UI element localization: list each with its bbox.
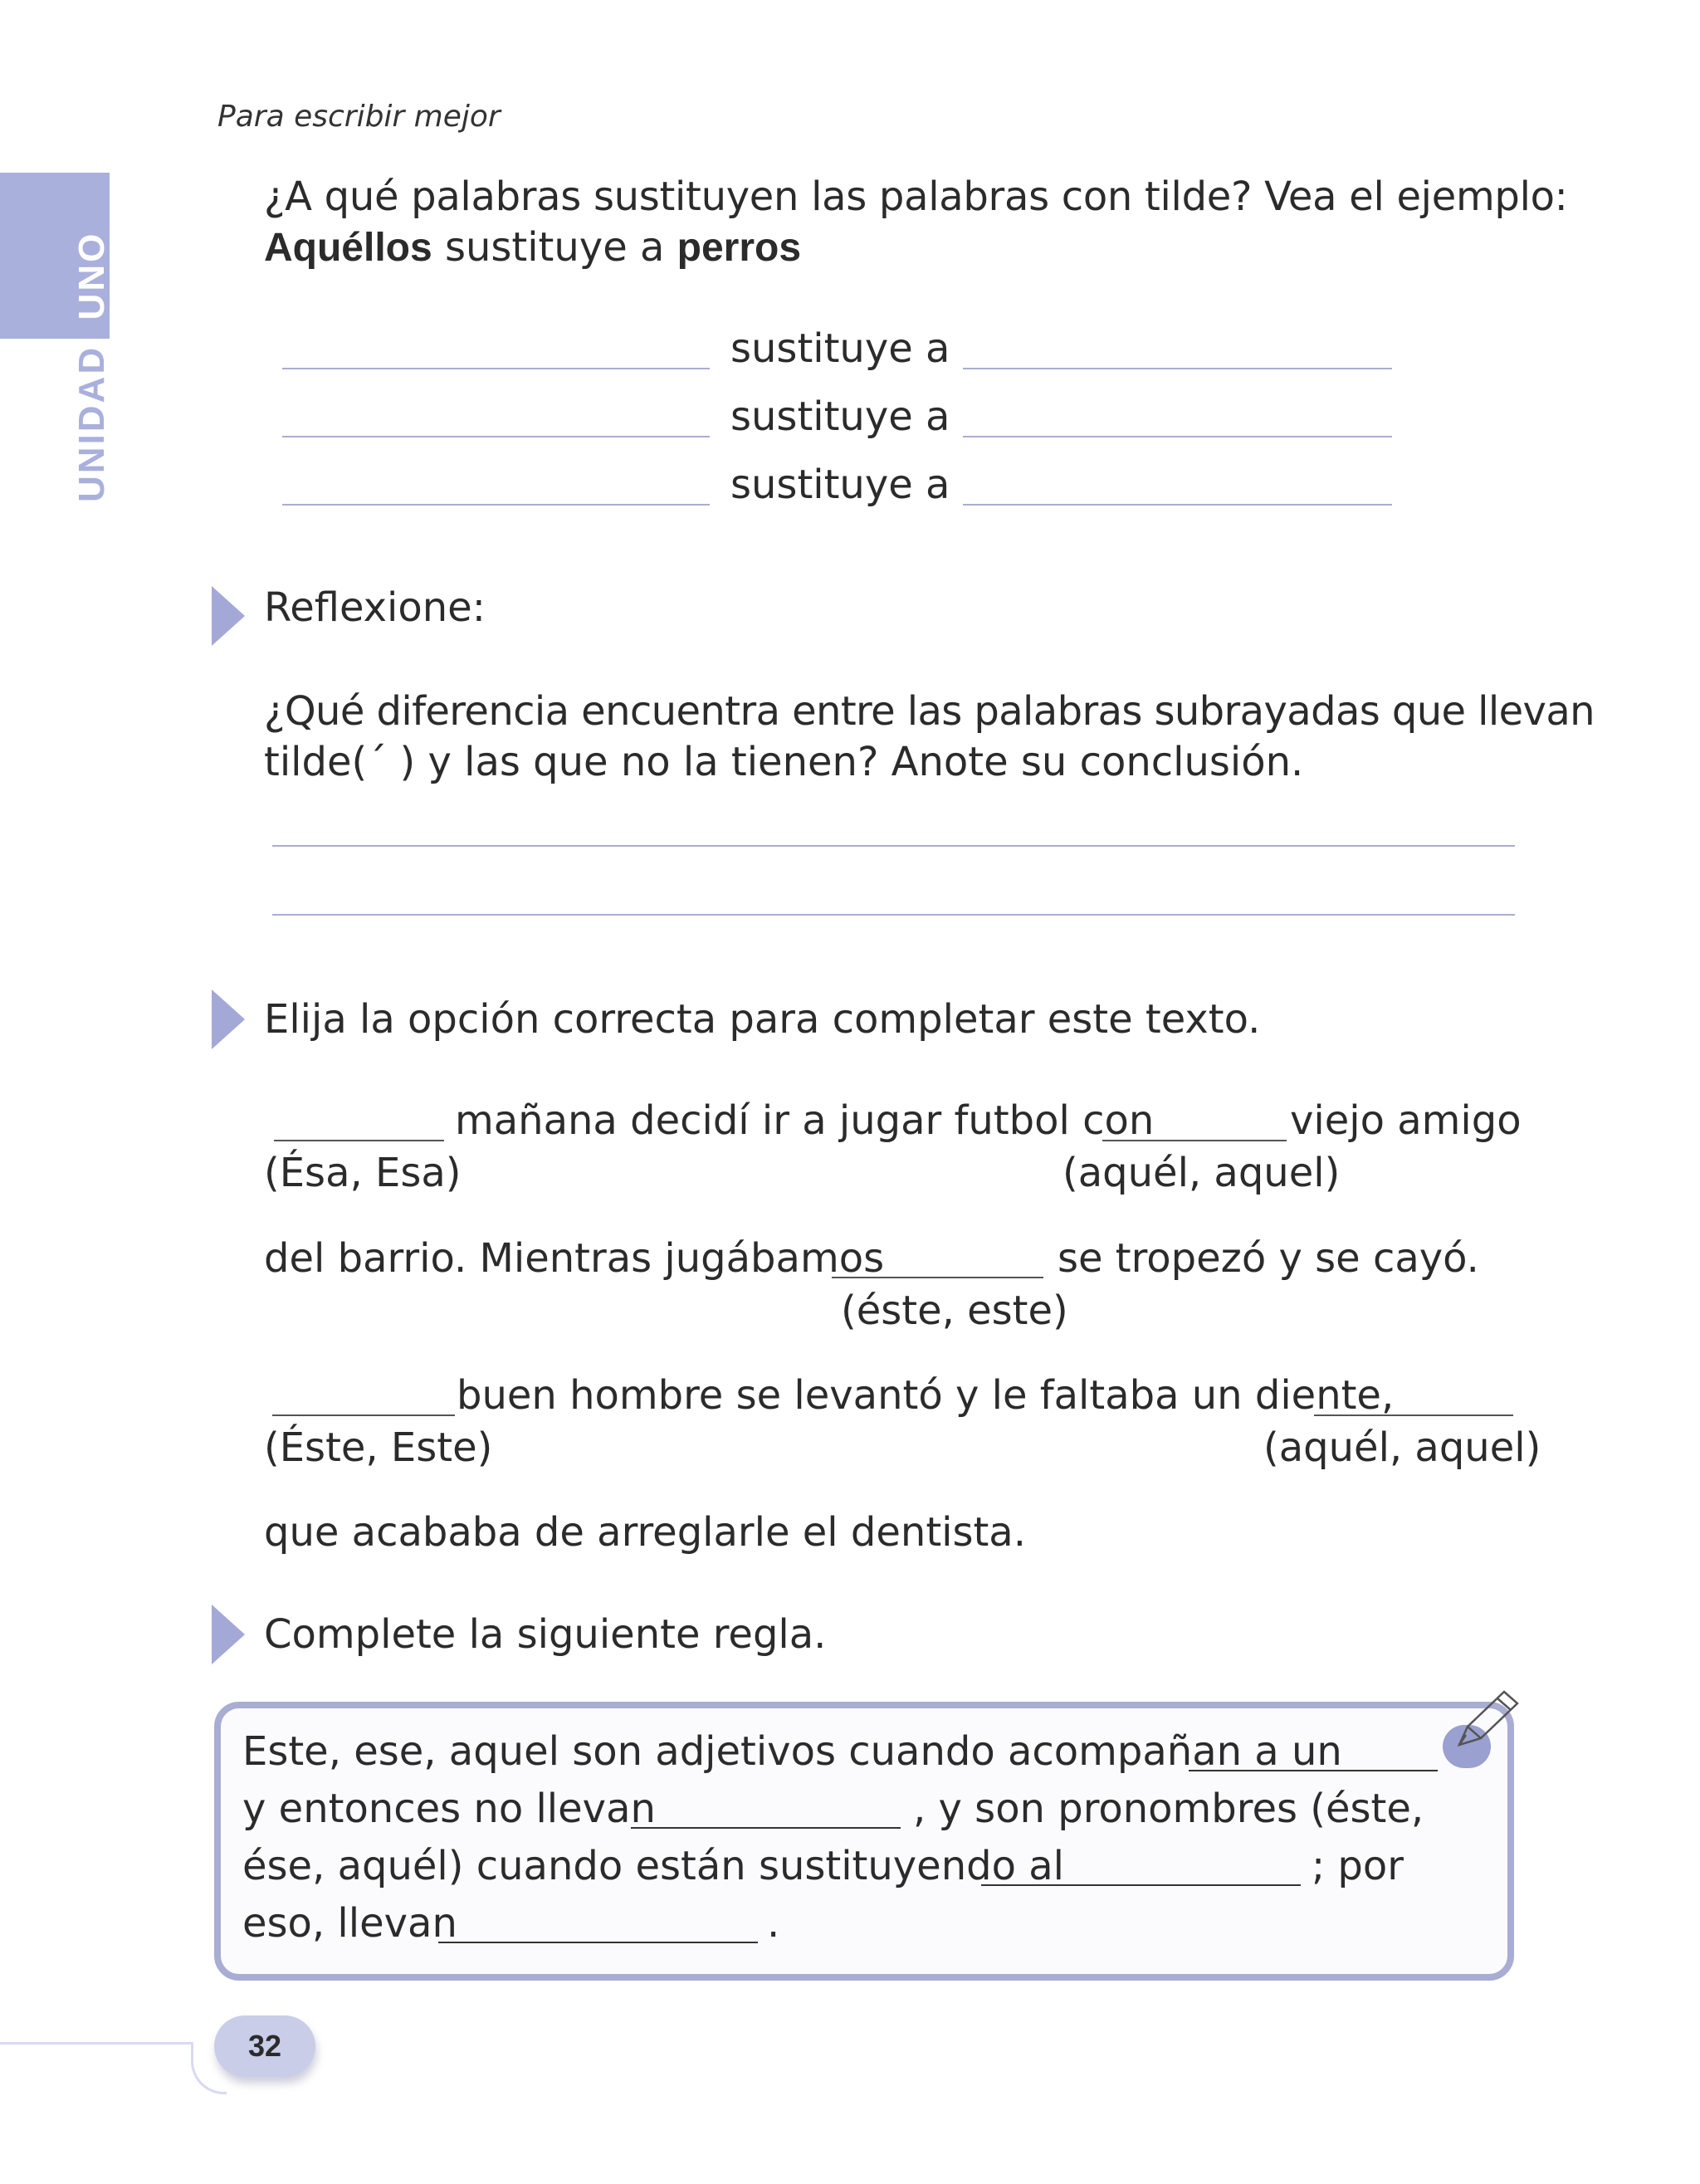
choose-s3-option-b: (aquél, aquel) (1263, 1424, 1541, 1471)
running-title: Para escribir mejor (217, 100, 501, 134)
substitute-row-label: sustituye a (730, 393, 950, 440)
choose-s1-option-a: (Ésa, Esa) (264, 1150, 462, 1196)
rule-line2-a: y entonces no llevan (242, 1786, 656, 1832)
rule-heading: Complete la siguiente regla. (264, 1611, 827, 1658)
answer-blank[interactable] (282, 436, 710, 437)
choose-heading: Elija la opción correcta para completar este texto. (264, 996, 1261, 1043)
rule-line4-a: eso, llevan (242, 1900, 457, 1947)
choose-s3-option-a: (Éste, Este) (264, 1424, 493, 1471)
rule-line2-b: , y son pronombres (éste, (913, 1786, 1424, 1832)
reflect-question-line2: tilde(´ ) y las que no la tienen? Anote su conclusión. (264, 739, 1304, 785)
unit-tab-label: UNIDAD UNO (71, 231, 112, 502)
footer-rule (0, 2042, 191, 2045)
choose-s3-text: buen hombre se levantó y le faltaba un diente, (457, 1372, 1395, 1419)
choose-s1-text-b: viejo amigo (1290, 1097, 1522, 1144)
answer-line[interactable] (272, 914, 1515, 916)
reflect-heading: Reflexione: (264, 584, 486, 631)
choose-s4-text: que acababa de arreglarle el dentista. (264, 1509, 1026, 1556)
rule-line3-b: ; por (1312, 1843, 1404, 1889)
answer-blank[interactable] (963, 436, 1392, 437)
choose-s2-text-b: se tropezó y se cayó. (1058, 1235, 1479, 1282)
answer-line[interactable] (272, 845, 1515, 847)
substitute-row-label: sustituye a (730, 325, 950, 372)
rule-line4-b: . (767, 1900, 780, 1947)
answer-blank[interactable] (438, 1942, 758, 1943)
answer-blank[interactable] (272, 1414, 455, 1416)
answer-blank[interactable] (1189, 1770, 1438, 1771)
pencil-icon (1449, 1687, 1524, 1761)
substitute-question: ¿A qué palabras sustituyen las palabras con tilde? Vea el ejemplo: (264, 173, 1568, 220)
substitute-example: Aquéllos sustituye a perros (264, 224, 802, 271)
answer-blank[interactable] (1314, 1414, 1513, 1416)
answer-blank[interactable] (631, 1827, 901, 1829)
triangle-bullet-icon (212, 989, 245, 1049)
choose-s1-text-a: mañana decidí ir a jugar futbol con (455, 1097, 1155, 1144)
answer-blank[interactable] (282, 368, 710, 369)
triangle-bullet-icon (212, 586, 245, 646)
answer-blank[interactable] (963, 368, 1392, 369)
choose-s1-option-b: (aquél, aquel) (1062, 1150, 1341, 1196)
rule-line3-a: ése, aquél) cuando están sustituyendo al (242, 1843, 1064, 1889)
answer-blank[interactable] (282, 504, 710, 506)
triangle-bullet-icon (212, 1605, 245, 1664)
answer-blank[interactable] (963, 504, 1392, 506)
choose-s2-text-a: del barrio. Mientras jugábamos (264, 1235, 885, 1282)
reflect-question-line1: ¿Qué diferencia encuentra entre las palabras subrayadas que llevan (264, 688, 1595, 735)
answer-blank[interactable] (981, 1884, 1301, 1886)
choose-s2-option: (éste, este) (841, 1287, 1068, 1334)
answer-blank[interactable] (832, 1277, 1043, 1278)
rule-line1: Este, ese, aquel son adjetivos cuando acompañan a un (242, 1728, 1342, 1775)
answer-blank[interactable] (1102, 1140, 1287, 1141)
page-number: 32 (214, 2015, 315, 2077)
answer-blank[interactable] (274, 1140, 444, 1141)
substitute-row-label: sustituye a (730, 462, 950, 508)
